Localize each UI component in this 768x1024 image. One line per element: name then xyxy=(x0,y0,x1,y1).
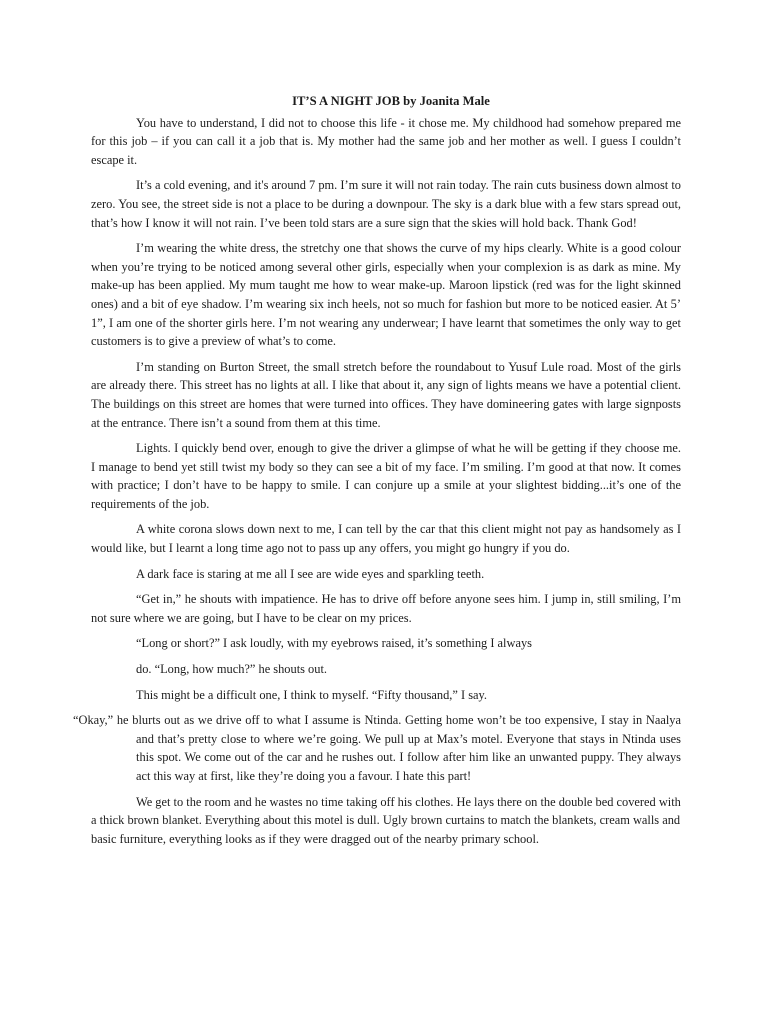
line-dark-face: A dark face is staring at me all I see are wide eyes and sparkling teeth. xyxy=(136,566,485,581)
paragraph-1: You have to understand, I did not to choose this life - it chose me. My childhood had somehow prepared me for this job – if you can call it a job that is. My mother had the same job and her mother as well. I guess I couldn’t escape it. xyxy=(91,115,681,167)
paragraph-okay: “Okay,” he blurts out as we drive off to what I assume is Ntinda. Getting home won’t be too expensive, I stay in Naalya and that’s pretty close to where we’re going. We pull up at Max’s motel. Everyone that stays in Ntinda uses this spot. We come out of the car and he rushes out. I follow after him like an unwanted puppy. They always act this way at first, like they’re doing you a favour. I hate this part! xyxy=(73,713,681,783)
paragraph-6: A white corona slows down next to me, I can tell by the car that this client might not pay as handsomely as I would like, but I learnt a long time ago not to pass up any offers, you might go hungry if you do. xyxy=(91,522,681,556)
story-body xyxy=(73,92,681,855)
story-title: IT’S A NIGHT JOB by Joanita Male xyxy=(292,94,490,108)
paragraph-3: I’m wearing the white dress, the stretchy one that shows the curve of my hips clearly. White is a good colour when you’re trying to be noticed among several other girls, especially when your complexion is as dark as mine. My make-up has been applied. My mum taught me how to wear make-up. Maroon lipstick (red was for the light skinned ones) and a bit of eye shadow. I’m wearing six inch heels, not so much for fashion but more to be noticed easier. At 5’ 1”, I am one of the shorter girls here. I’m not wearing any underwear; I have learnt that sometimes the only way to get customers is to give a preview of what’s to come. xyxy=(91,241,681,349)
paragraph-2: It’s a cold evening, and it's around 7 pm. I’m sure it will not rain today. The rain cuts business down almost to zero. You see, the street side is not a place to be during a downpour. The sky is a dark blue with a few stars spread out, that’s how I know it will not rain. I’ve been told stars are a sure sign that the skies will hold back. Thank God! xyxy=(91,178,681,230)
line-long-or-short: “Long or short?” I ask loudly, with my eyebrows raised, it’s something I always xyxy=(136,636,532,651)
paragraph-5: Lights. I quickly bend over, enough to give the driver a glimpse of what he will be getting if they choose me. I manage to bend yet still twist my body so they can see a bit of my face. I’m smiling. I’m good at that now. It comes with practice; I don’t have to be happy to smile. I can conjure up a smile at your slightest bidding...it’s one of the requirements of the job. xyxy=(91,441,681,511)
paragraph-get-in: “Get in,” he shouts with impatience. He has to drive off before anyone sees him. I jump in, still smiling, I’m not sure where we are going, but I have to be clear on my prices. xyxy=(91,592,681,625)
line-long-how-much: do. “Long, how much?” he shouts out. xyxy=(136,662,327,677)
paragraph-4: I’m standing on Burton Street, the small stretch before the roundabout to Yusuf Lule road. Most of the girls are already there. This street has no lights at all. I like that about it, any sign of lights means we have a potential client. The buildings on this street are homes that were turned into offices. They have domineering gates with large signposts at the entrance. There isn’t a sound from them at this time. xyxy=(91,359,681,430)
line-difficult-one: This might be a difficult one, I think to myself. “Fifty thousand,” I say. xyxy=(136,687,488,702)
paragraph-room: We get to the room and he wastes no time taking off his clothes. He lays there on the double bed covered with a thick brown blanket. Everything about this motel is dull. Ugly brown curtains to match the blankets, cream walls and basic furniture, everything looks as if they were dragged out of the nearby primary school. xyxy=(91,794,681,846)
